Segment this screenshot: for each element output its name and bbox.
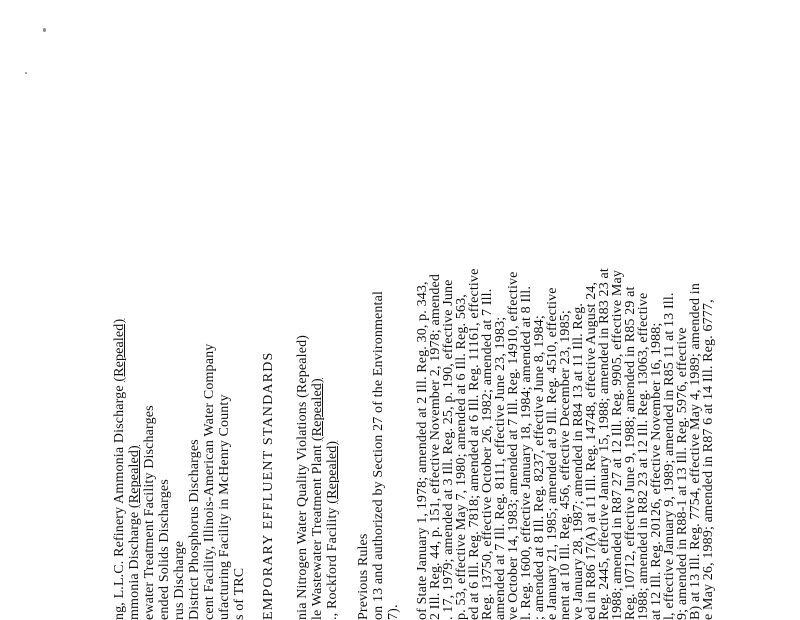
temporary-standard-text: ., Rockford Facility [325,504,340,620]
rule-line [127,445,143,620]
source-history-line: e January 21, 1985; amended at 9 Ill. Reg. 4510, effective [545,287,561,620]
source-history-line: ed at 6 Ill. Reg. 7818; amended at 6 Ill. Reg. 11161, effective [467,269,483,620]
source-history-line: Reg. 10712, effective June 9, 1988; amended in R85 29 at [623,286,639,620]
source-history-line: Reg. 2445, effective January 15, 1988; amended in R83 23 at [597,268,613,620]
previous-rules-heading: Previous Rules [356,534,372,620]
rule-line-text: s of TRC [232,568,247,620]
rule-line-text: ufacturing Facility in McHenry County [217,394,232,620]
scan-speck [25,72,27,74]
source-history-line: nent at 10 Ill. Reg. 456, effective December 23, 1985; [558,310,574,620]
source-history-line: amended at 7 Ill. Reg. 8111, effective June 23, 1983; [493,317,509,620]
rule-line-text: ewater Treatment Facility Discharges [142,405,157,620]
rule-line [157,479,173,620]
repealed-mark: (Repealed) [127,445,142,508]
scan-speck [43,28,46,32]
source-history-line: Reg. 13750, effective October 26, 1982; amended at 7 Ill. [480,289,496,620]
rule-line-text: ng, L.L.C. Refinery Ammonia Discharge [112,382,127,620]
temporary-standard-text: nia Nitrogen Water Quality Violations (Repealed) [295,335,310,620]
temporary-standard-line [325,441,341,620]
repealed-mark: (Repealed) [310,378,325,441]
rule-line-text: ended Solids Discharges [157,479,172,620]
source-history-line: 1988; amended in R82 23 at 12 Ill. Reg. 13063, effective [636,293,652,620]
source-history-line: e May 26, 1989; amended in R87 6 at 14 Ill. Reg. 6777, [701,299,717,620]
source-history-line: 1988; amended in R87 27 at 12 Ill. Reg. 9905, effective May [610,270,626,620]
temporary-standard-line [310,378,326,620]
source-history-line: ve January 28, 1987; amended in R84 13 at 11 Ill. Reg. [571,303,587,620]
source-history-line: p. 53, effective May 7, 1980; amended at 6 Ill. Reg. 563, [454,294,470,620]
rule-line [112,319,128,620]
rotated-document-page [112,100,712,620]
temporary-standard-line [295,335,311,620]
source-history-line: 9; amended in R88-1 at 13 Ill. Reg. 5976, effective [675,327,691,620]
section-heading-temporary-standards: EMPORARY EFFLUENT STANDARDS [261,351,277,620]
rule-line [142,405,158,620]
rule-line-text: mmonia Discharge [127,508,142,620]
rule-line [202,344,218,620]
rule-line [187,439,203,620]
rule-line-text: rus Discharge [172,541,187,620]
source-history-line: of State January 1, 1978; amended at 2 Ill. Reg. 30, p. 343, [415,281,431,620]
rule-line [217,394,233,620]
repealed-mark: (Repealed) [112,319,127,382]
source-history-line: 2 Ill. Reg. 44, p. 151, effective November 2, 1978; amended [428,274,444,620]
source-history-line: . 17, 1979; amended at 3 Ill. Reg. 25, p. 190, effective June [441,279,457,620]
authority-line: 7). [386,604,402,620]
rule-line [172,541,188,620]
source-history-line: ; amended at 8 Ill. Reg. 8237, effective June 8, 1984; [532,315,548,620]
source-history-line: l. Reg. 1600, effective January 18, 1984; amended at 8 Ill. [519,286,535,620]
source-history-line: l, effective January 9, 1989; amended in R85 11 at 13 Ill. [662,292,678,620]
source-history-line: ed in R86 17(A) at 11 Ill. Reg. 14748, effective August 24, [584,282,600,620]
rule-line-text: cent Facility, Illinois-American Water Company [202,344,217,620]
source-history-line: ve October 14, 1983; amended at 7 Ill. Reg. 14910, effective [506,271,522,620]
authority-line: on 13 and authorized by Section 27 of the Environmental [371,291,387,620]
source-history-line: at 12 Ill. Reg. 20126, effective November 16, 1988; [649,323,665,620]
repealed-mark: (Repealed) [325,441,340,504]
rule-line-text: District Phosphorus Discharges [187,439,202,620]
rule-line [232,568,248,620]
source-history-line: B) at 13 Ill. Reg. 7754, effective May 4, 1989; amended in [688,283,704,620]
temporary-standard-text: le Wastewater Treatment Plant [310,441,325,620]
